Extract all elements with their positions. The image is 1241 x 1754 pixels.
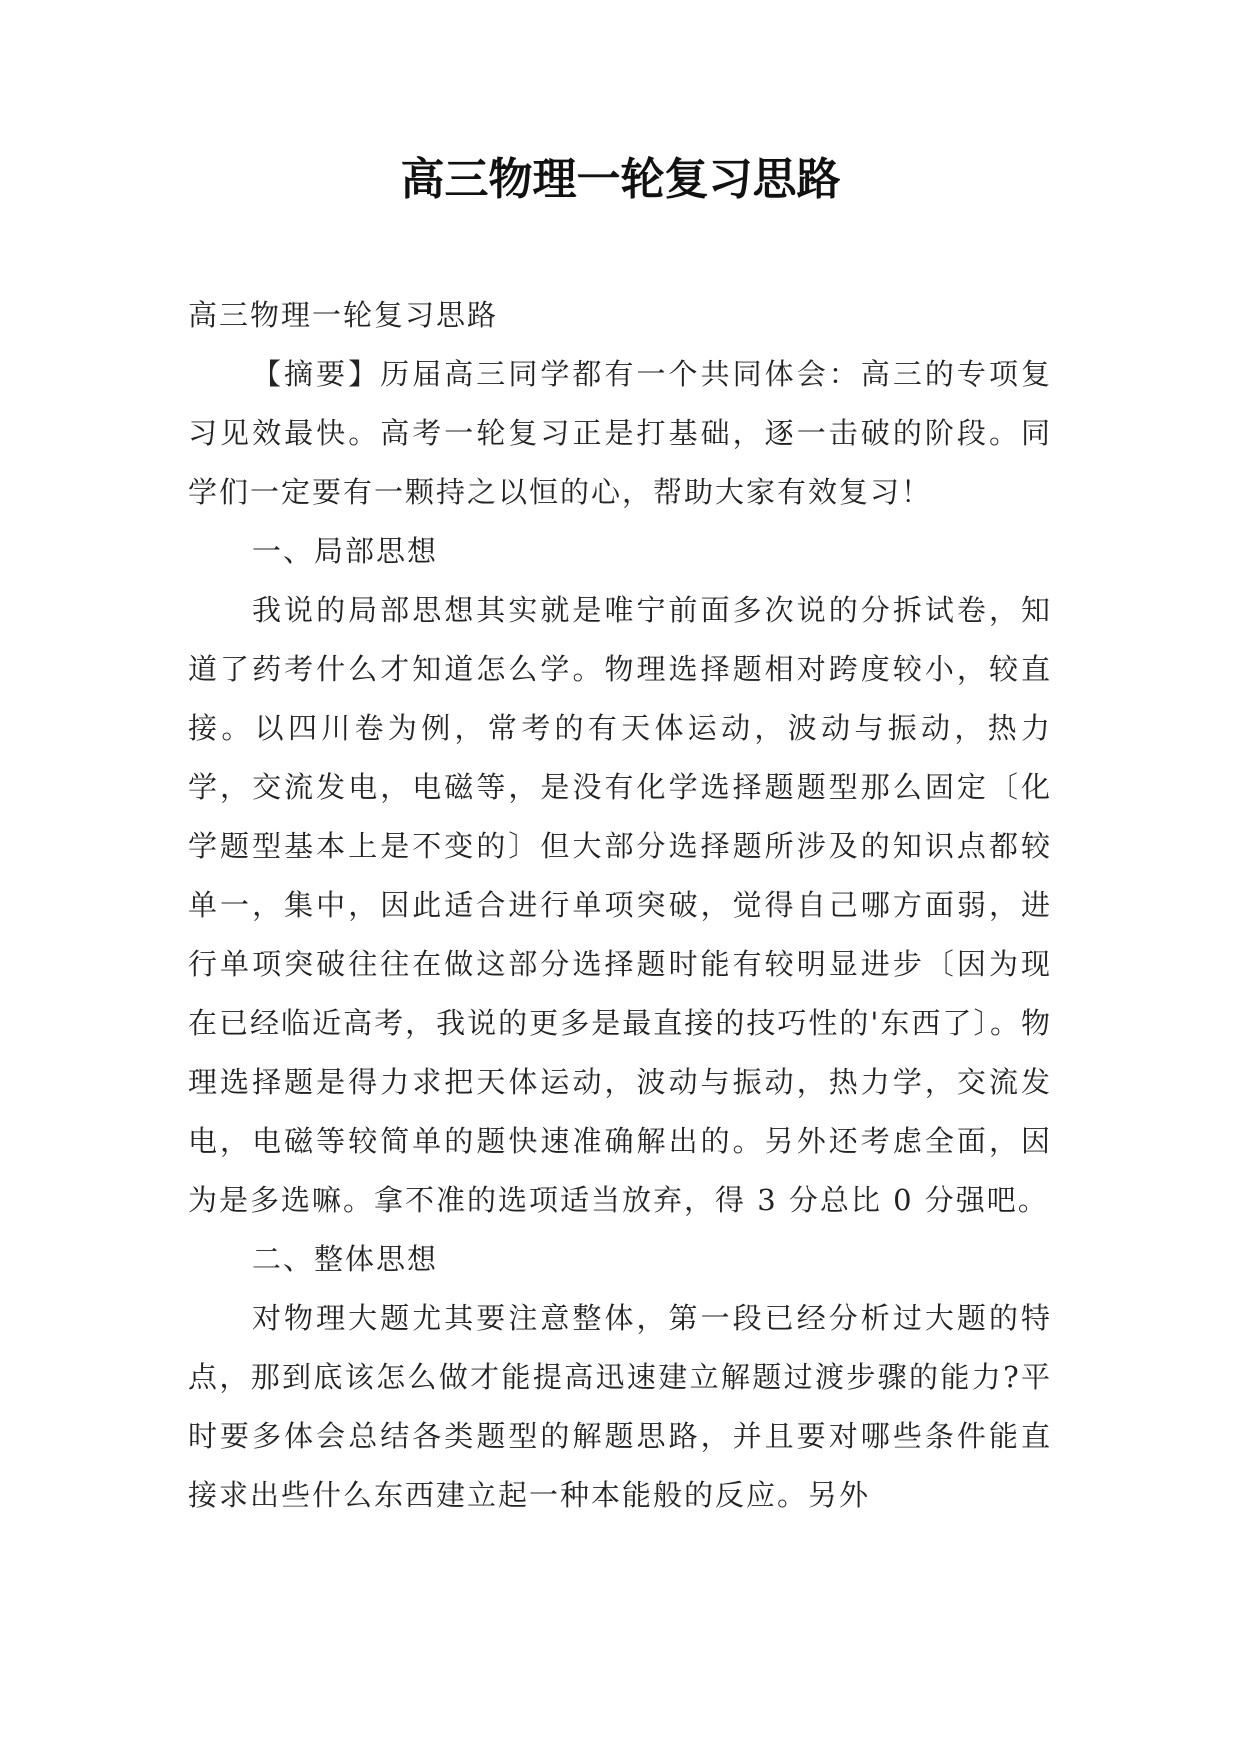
abstract-paragraph: 【摘要】历届高三同学都有一个共同体会：高三的专项复习见效最快。高考一轮复习正是打基础，逐一击破的阶段。同学们一定要有一颗持之以恒的心，帮助大家有效复习！	[188, 357, 1052, 509]
section-heading-local: 一、局部思想	[252, 534, 439, 568]
document-subtitle: 高三物理一轮复习思路	[188, 298, 499, 332]
local-thinking-paragraph: 我说的局部思想其实就是唯宁前面多次说的分拆试卷，知道了药考什么才知道怎么学。物理选择题相对跨度较小，较直接。以四川卷为例，常考的有天体运动，波动与振动，热力学，交流发电，电磁等，是没有化学选择题题型那么固定〔化学题型基本上是不变的〕但大部分选择题所涉及的知识点都较单一，集中，因此适合进行单项突破，觉得自己哪方面弱，进行单项突破往往在做这部分选择题时能有较明显进步〔因为现在已经临近高考，我说的更多是最直接的技巧性的'东西了〕。物理选择题是得力求把天体运动，波动与振动，热力学，交流发电，电磁等较简单的题快速准确解出的。另外还考虑全面，因为是多选嘛。拿不准的选项适当放弃，得 3 分总比 0 分强吧。	[188, 593, 1052, 1217]
document-body	[188, 286, 1052, 1525]
document-title: 高三物理一轮复习思路	[400, 154, 841, 205]
section-heading-overall: 二、整体思想	[252, 1242, 439, 1276]
overall-thinking-paragraph: 对物理大题尤其要注意整体，第一段已经分析过大题的特点，那到底该怎么做才能提高迅速建立解题过渡步骤的能力?平时要多体会总结各类题型的解题思路，并且要对哪些条件能直接求出些什么东西建立起一种本能般的反应。另外	[188, 1301, 1052, 1512]
